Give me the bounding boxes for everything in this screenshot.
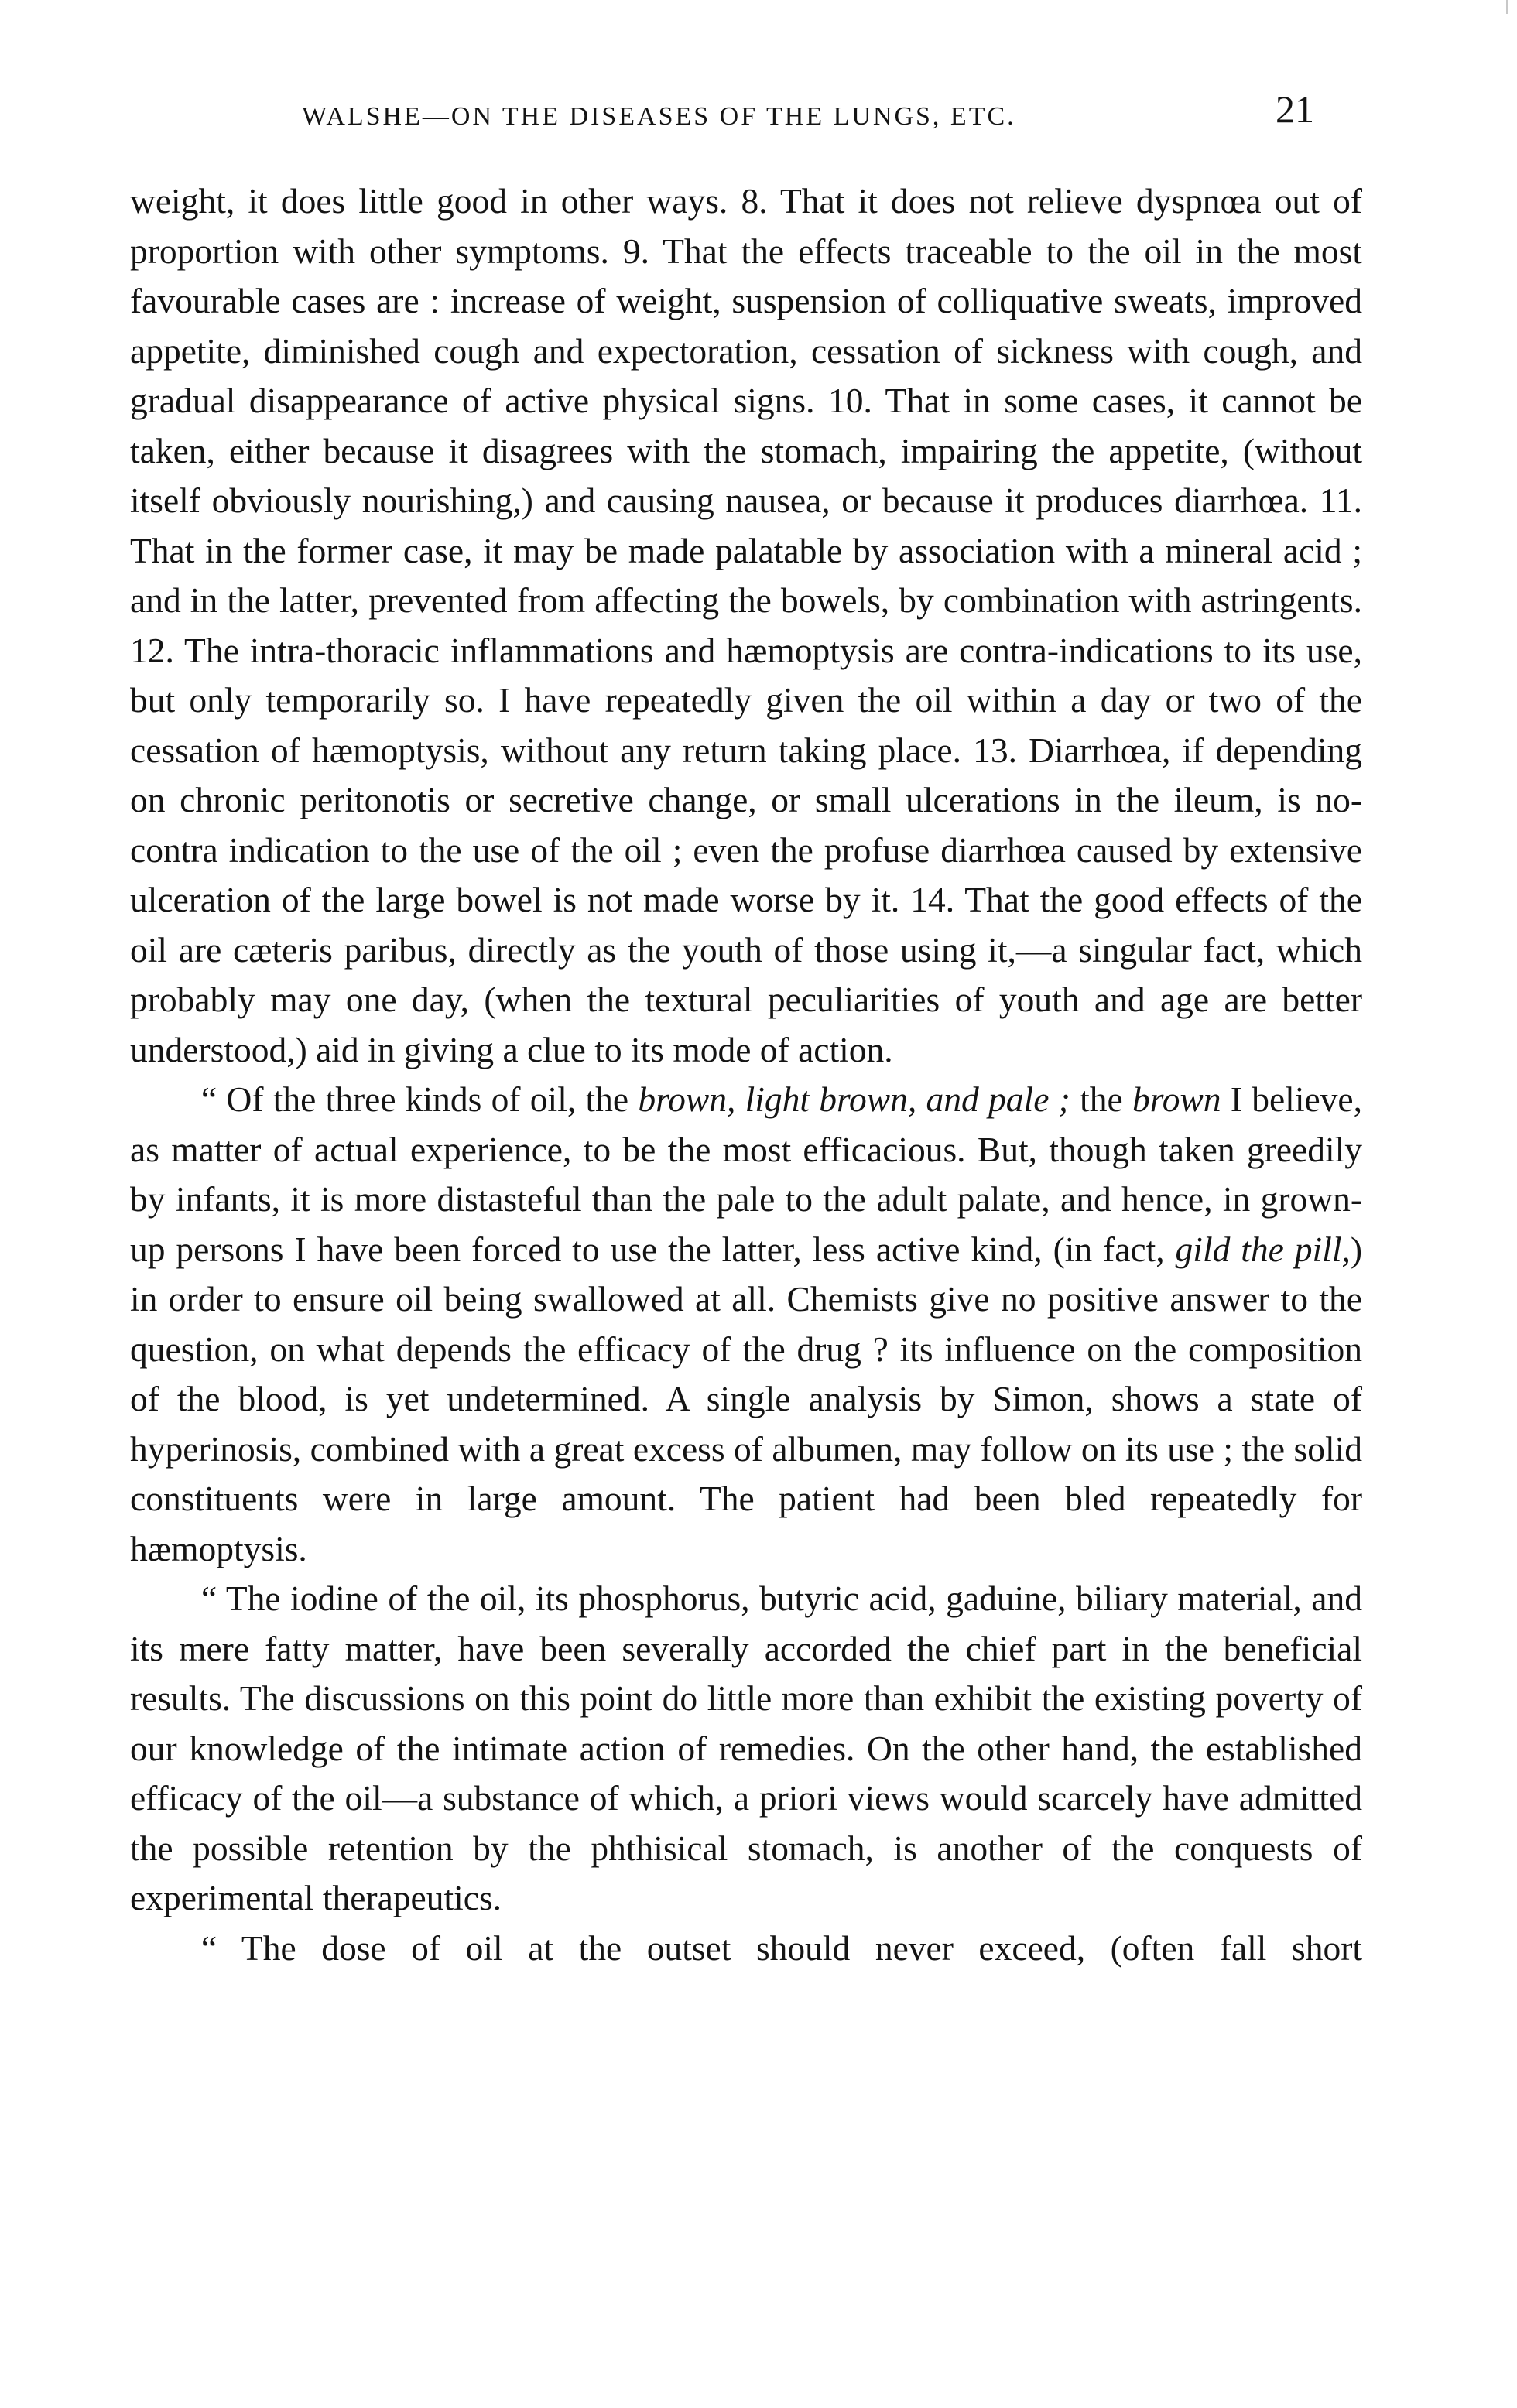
paragraph-continued (130, 176, 1362, 1075)
italic-segment: brown (1132, 1079, 1221, 1119)
page-number: 21 (1276, 87, 1314, 131)
text-segment: “ The dose of oil at the outset should never exceed, (often fall short (201, 1927, 1362, 1968)
text-segment: ) in order to ensure oil being swallowed at all. Chemists give no positive answer to the question, on what depends the efficacy of the drug ? its influence on the composition of the blood, is yet undetermined. A single analysis by Simon, shows a state of hyperinosis, combined with a great excess of albumen, may follow on its use ; the solid constituents were in large amount. The patient had been bled repeatedly for hæmoptysis. (130, 1229, 1362, 1568)
italic-segment: gild the pill, (1175, 1229, 1351, 1269)
text-segment: weight, it does little good in other ways. 8. That it does not relieve dyspnœa out of proportion with other symptoms. 9. That the effects traceable to the oil in the most favourable cases are : increase of weight, suspension of colliquative sweats, improved appetite, diminished cough and expectoration, cessation of sickness with cough, and gradual disappearance of active physical signs. 10. That in some cases, it cannot be taken, either because it disagrees with the stomach, impairing the appetite, (without itself obviously nourishing,) and causing nausea, or because it produces diarrhœa. 11. That in the former case, it may be made palatable by association with a mineral acid ; and in the latter, prevented from affecting the bowels, by combination with astringents. 12. The intra-thoracic inflammations and hæmoptysis are contra-indications to its use, but only temporarily so. I have repeatedly given the oil within a day or two of the cessation of hæmoptysis, without any return taking place. 13. Diarrhœa, if depending on chronic peritonotis or secretive change, or small ulcerations in the ileum, is no-contra indication to the use of the oil ; even the profuse diarrhœa caused by extensive ulceration of the large bowel is not made worse by it. 14. That the good effects of the oil are cæteris paribus, directly as the youth of those using it,—a singular fact, which probably may one day, (when the textural peculiarities of youth and age are better understood,) aid in giving a clue to its mode of action. (130, 181, 1362, 1069)
paragraph-oil-kinds (130, 1075, 1362, 1574)
text-segment: “ The iodine of the oil, its phosphorus, butyric acid, gaduine, biliary material, and its mere fatty matter, have been severally accorded the chief part in the beneficial results. The discussions on this point do little more than exhibit the existing poverty of our knowledge of the intimate action of remedies. On the other hand, the established efficacy of the oil—a substance of which, a priori views would scarcely have admitted the possible retention by the phthisical stomach, is another of the conquests of experimental therapeutics. (130, 1579, 1362, 1917)
paragraph-dose (130, 1924, 1362, 1974)
body-text (130, 176, 1362, 1973)
italic-segment: brown, light brown, and pale ; (638, 1079, 1070, 1119)
text-segment: the (1070, 1079, 1132, 1119)
text-segment: I believe, as matter of actual experience, to be the most efficacious. But, though taken greedily by infants, it is more distasteful than the pale to the adult palate, and hence, in grown-up persons I have been forced to use the latter, less active kind, (in fact, (130, 1079, 1362, 1269)
edge-mark (1506, 0, 1508, 14)
running-title: WALSHE—ON THE DISEASES OF THE LUNGS, ETC. (302, 102, 1016, 131)
text-segment: “ Of the three kinds of oil, the (201, 1079, 639, 1119)
paragraph-iodine (130, 1574, 1362, 1924)
